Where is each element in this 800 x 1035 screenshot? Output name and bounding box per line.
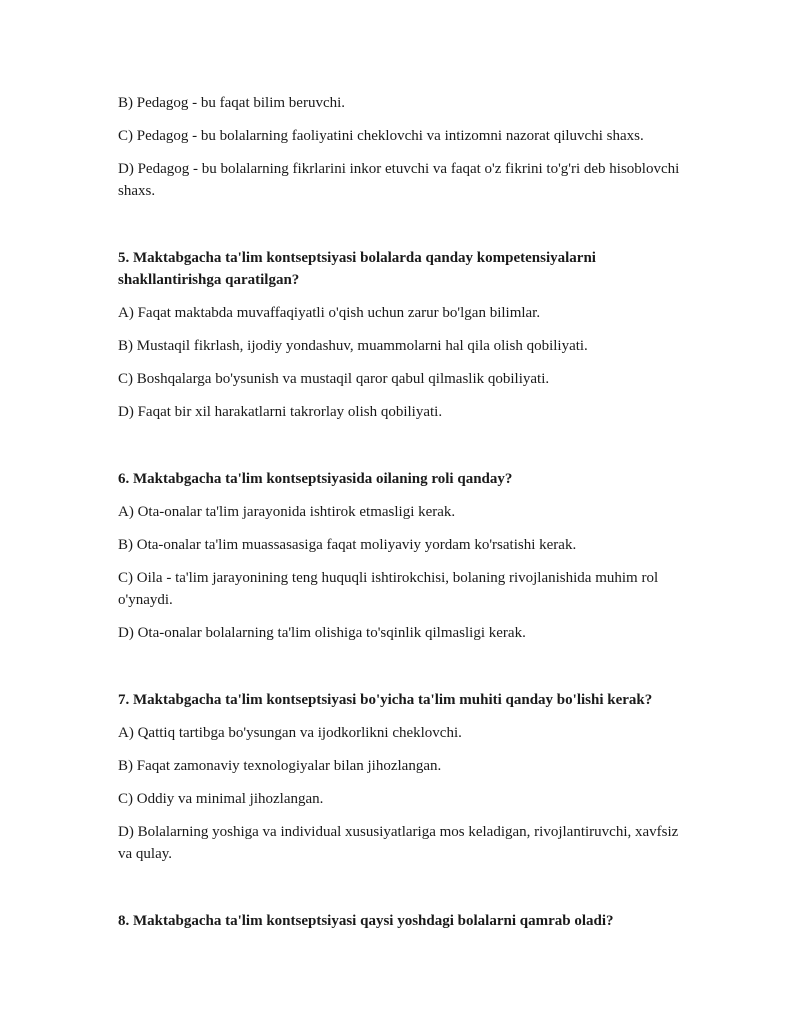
question-title: 5. Maktabgacha ta'lim kontseptsiyasi bolalarda qanday kompetensiyalarni shakllantirishga qaratilgan? — [118, 250, 596, 288]
question-title: 7. Maktabgacha ta'lim kontseptsiyasi bo'yicha ta'lim muhiti qanday bo'lishi kerak? — [118, 692, 653, 708]
question-5 — [118, 247, 688, 423]
option-a: A) Faqat maktabda muvaffaqiyatli o'qish uchun zarur bo'lgan bilimlar. — [118, 305, 541, 321]
option-c: C) Boshqalarga bo'ysunish va mustaqil qaror qabul qilmaslik qobiliyati. — [118, 371, 550, 387]
option-c: C) Pedagog - bu bolalarning faoliyatini cheklovchi va intizomni nazorat qiluvchi shaxs. — [118, 128, 644, 144]
question-6 — [118, 468, 688, 644]
option-d: D) Ota-onalar bolalarning ta'lim olishiga to'sqinlik qilmasligi kerak. — [118, 625, 526, 641]
option-a: A) Ota-onalar ta'lim jarayonida ishtirok etmasligi kerak. — [118, 504, 456, 520]
question-title: 8. Maktabgacha ta'lim kontseptsiyasi qaysi yoshdagi bolalarni qamrab oladi? — [118, 913, 614, 929]
option-b: B) Mustaqil fikrlash, ijodiy yondashuv, muammolarni hal qila olish qobiliyati. — [118, 338, 588, 354]
question-7 — [118, 689, 688, 865]
option-d: D) Bolalarning yoshiga va individual xususiyatlariga mos keladigan, rivojlantiruvchi, xavfsiz va qulay. — [118, 824, 679, 862]
question-8 — [118, 910, 688, 932]
option-d: D) Faqat bir xil harakatlarni takrorlay olish qobiliyati. — [118, 404, 443, 420]
option-b: B) Pedagog - bu faqat bilim beruvchi. — [118, 95, 346, 111]
option-c: C) Oila - ta'lim jarayonining teng huquqli ishtirokchisi, bolaning rivojlanishida muhim rol o'ynaydi. — [118, 570, 659, 608]
option-b: B) Faqat zamonaviy texnologiyalar bilan jihozlangan. — [118, 758, 442, 774]
option-a: A) Qattiq tartibga bo'ysungan va ijodkorlikni cheklovchi. — [118, 725, 462, 741]
option-d: D) Pedagog - bu bolalarning fikrlarini inkor etuvchi va faqat o'z fikrini to'g'ri deb hisoblovchi shaxs. — [118, 161, 680, 199]
question-4-options — [118, 92, 688, 202]
question-title: 6. Maktabgacha ta'lim kontseptsiyasida oilaning roli qanday? — [118, 471, 513, 487]
option-c: C) Oddiy va minimal jihozlangan. — [118, 791, 324, 807]
document-page — [118, 92, 688, 943]
option-b: B) Ota-onalar ta'lim muassasasiga faqat moliyaviy yordam ko'rsatishi kerak. — [118, 537, 577, 553]
